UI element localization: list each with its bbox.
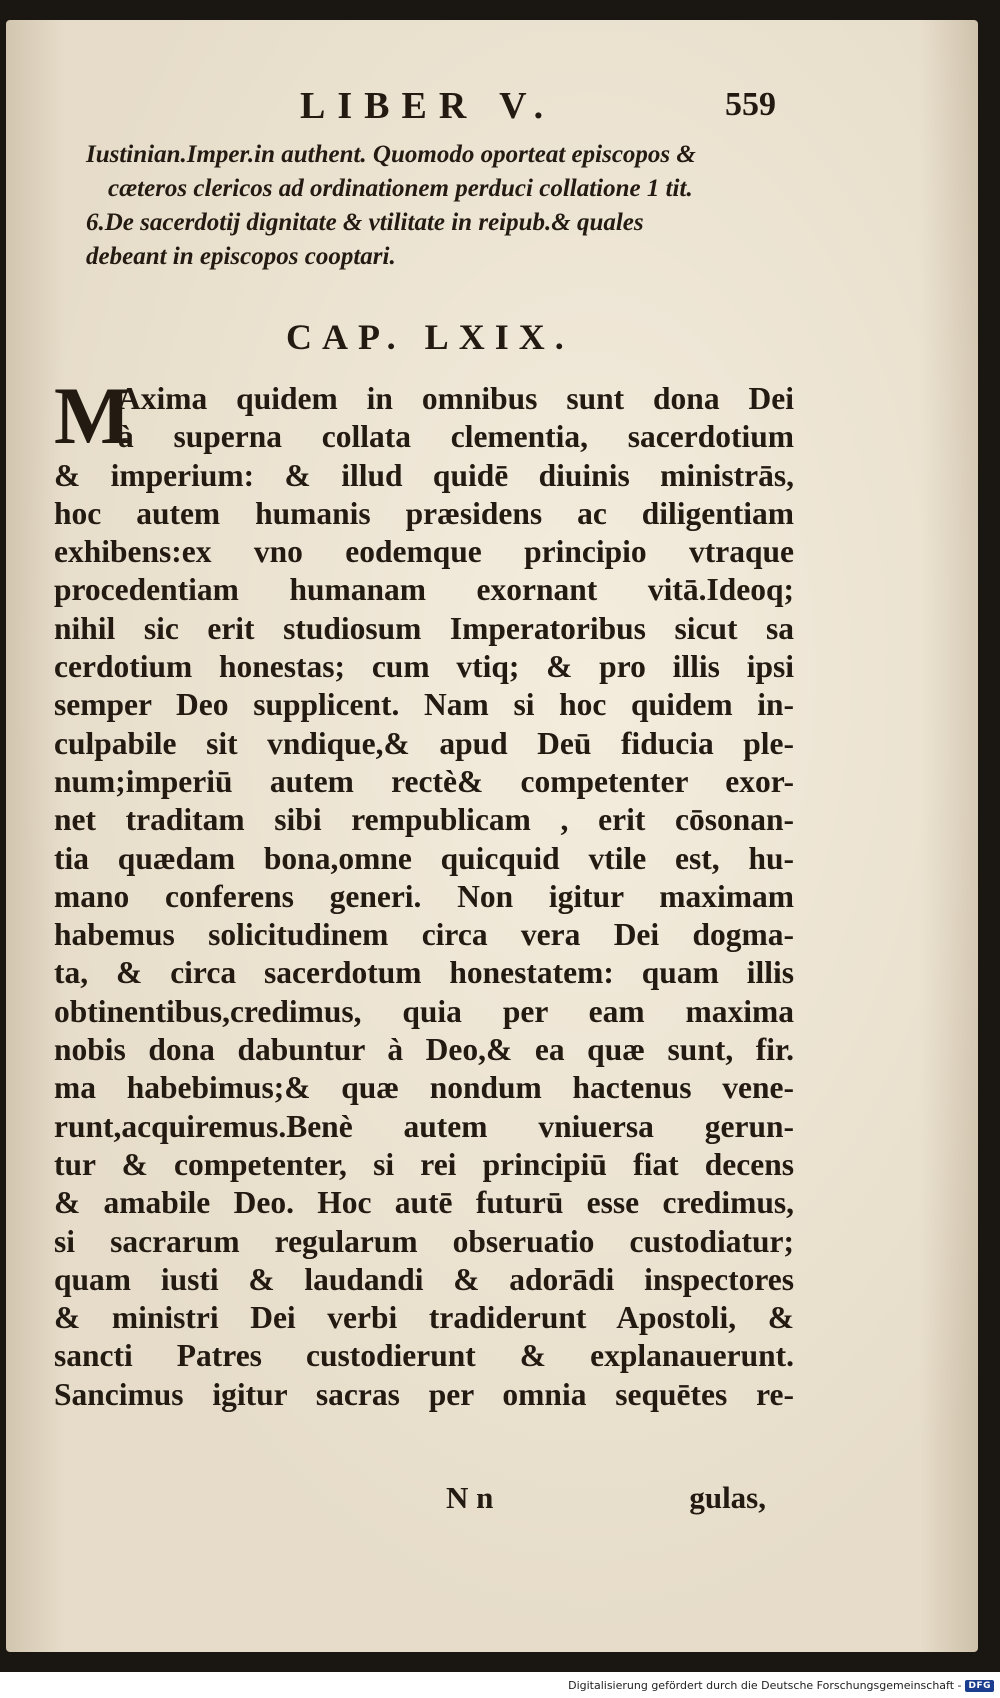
body-line: cerdotium honestas; cum vtiq; & pro illis ipsi [54, 649, 794, 685]
body-text [54, 370, 794, 1414]
book-page [6, 20, 978, 1652]
body-line: obtinentibus,credimus, quia per eam maxima [54, 993, 794, 1029]
body-line: nobis dona dabuntur à Deo,& ea quæ sunt, fir. [54, 1032, 794, 1068]
chapter-heading: CAP. LXIX. [286, 317, 574, 357]
body-line: exhibens:ex vno eodemque principio vtraque [54, 534, 794, 570]
body-line: Sancimus igitur sacras per omnia sequētes re- [54, 1376, 794, 1412]
body-line: semper Deo supplicent. Nam si hoc quidem in- [54, 687, 794, 723]
body-line: & imperium: & illud quidē diuinis ministrās, [54, 457, 794, 493]
body-line: runt,acquiremus.Benè autem vniuersa gerun- [54, 1108, 794, 1144]
drop-cap: M [54, 370, 132, 461]
body-line: hoc autem humanis præsidens ac diligentiam [54, 495, 794, 531]
catchword: gulas, [689, 1480, 766, 1515]
body-line: tur & competenter, si rei principiū fiat decens [54, 1146, 794, 1182]
body-line: net traditam sibi rempublicam , erit cōsonan- [54, 802, 794, 838]
body-line: nihil sic erit studiosum Imperatoribus sicut sa [54, 610, 794, 646]
body-line: à superna collata clementia, sacerdotium [118, 419, 794, 455]
body-line: & ministri Dei verbi tradiderunt Apostoli, & [54, 1300, 794, 1336]
body-line: procedentiam humanam exornant vitā.Ideoq; [54, 572, 794, 608]
body-line: & amabile Deo. Hoc autē futurū esse credimus, [54, 1185, 794, 1221]
body-line: ma habebimus;& quæ nondum hactenus vene- [54, 1070, 794, 1106]
body-line: Axima quidem in omnibus sunt dona Dei [118, 381, 794, 416]
body-line: ta, & circa sacerdotum honestatem: quam illis [54, 955, 794, 991]
digitization-credit-text: Digitalisierung gefördert durch die Deutsche Forschungsgemeinschaft - [568, 1679, 962, 1692]
body-line: mano conferens generi. Non igitur maximam [54, 878, 794, 914]
citation-line: Iustinian.Imper.in authent. Quomodo oporteat episcopos & [86, 141, 696, 168]
citation-block [86, 138, 816, 274]
catchword-line [446, 1480, 766, 1520]
dfg-logo: DFG [965, 1680, 994, 1692]
digitization-credit [568, 1679, 994, 1692]
citation-line: debeant in episcopos cooptari. [86, 243, 396, 270]
body-line: quam iusti & laudandi & adorādi inspectores [54, 1261, 794, 1297]
body-line: sancti Patres custodierunt & explanauerunt. [54, 1338, 794, 1374]
citation-line: cæteros clericos ad ordinationem perduci collatione 1 tit. [108, 175, 693, 202]
signature-mark: N n [446, 1480, 494, 1515]
running-title: LIBER V. [300, 85, 556, 127]
body-line: tia quædam bona,omne quicquid vtile est, hu- [54, 840, 794, 876]
body-line: habemus solicitudinem circa vera Dei dogma- [54, 917, 794, 953]
body-line: si sacrarum regularum obseruatio custodiatur; [54, 1223, 794, 1259]
citation-line: 6.De sacerdotij dignitate & vtilitate in reipub.& quales [86, 209, 644, 236]
body-line: culpabile sit vndique,& apud Deū fiducia ple- [54, 725, 794, 761]
running-head [206, 84, 786, 134]
page-number: 559 [725, 86, 776, 123]
body-line: num;imperiū autem rectè& competenter exor- [54, 763, 794, 799]
